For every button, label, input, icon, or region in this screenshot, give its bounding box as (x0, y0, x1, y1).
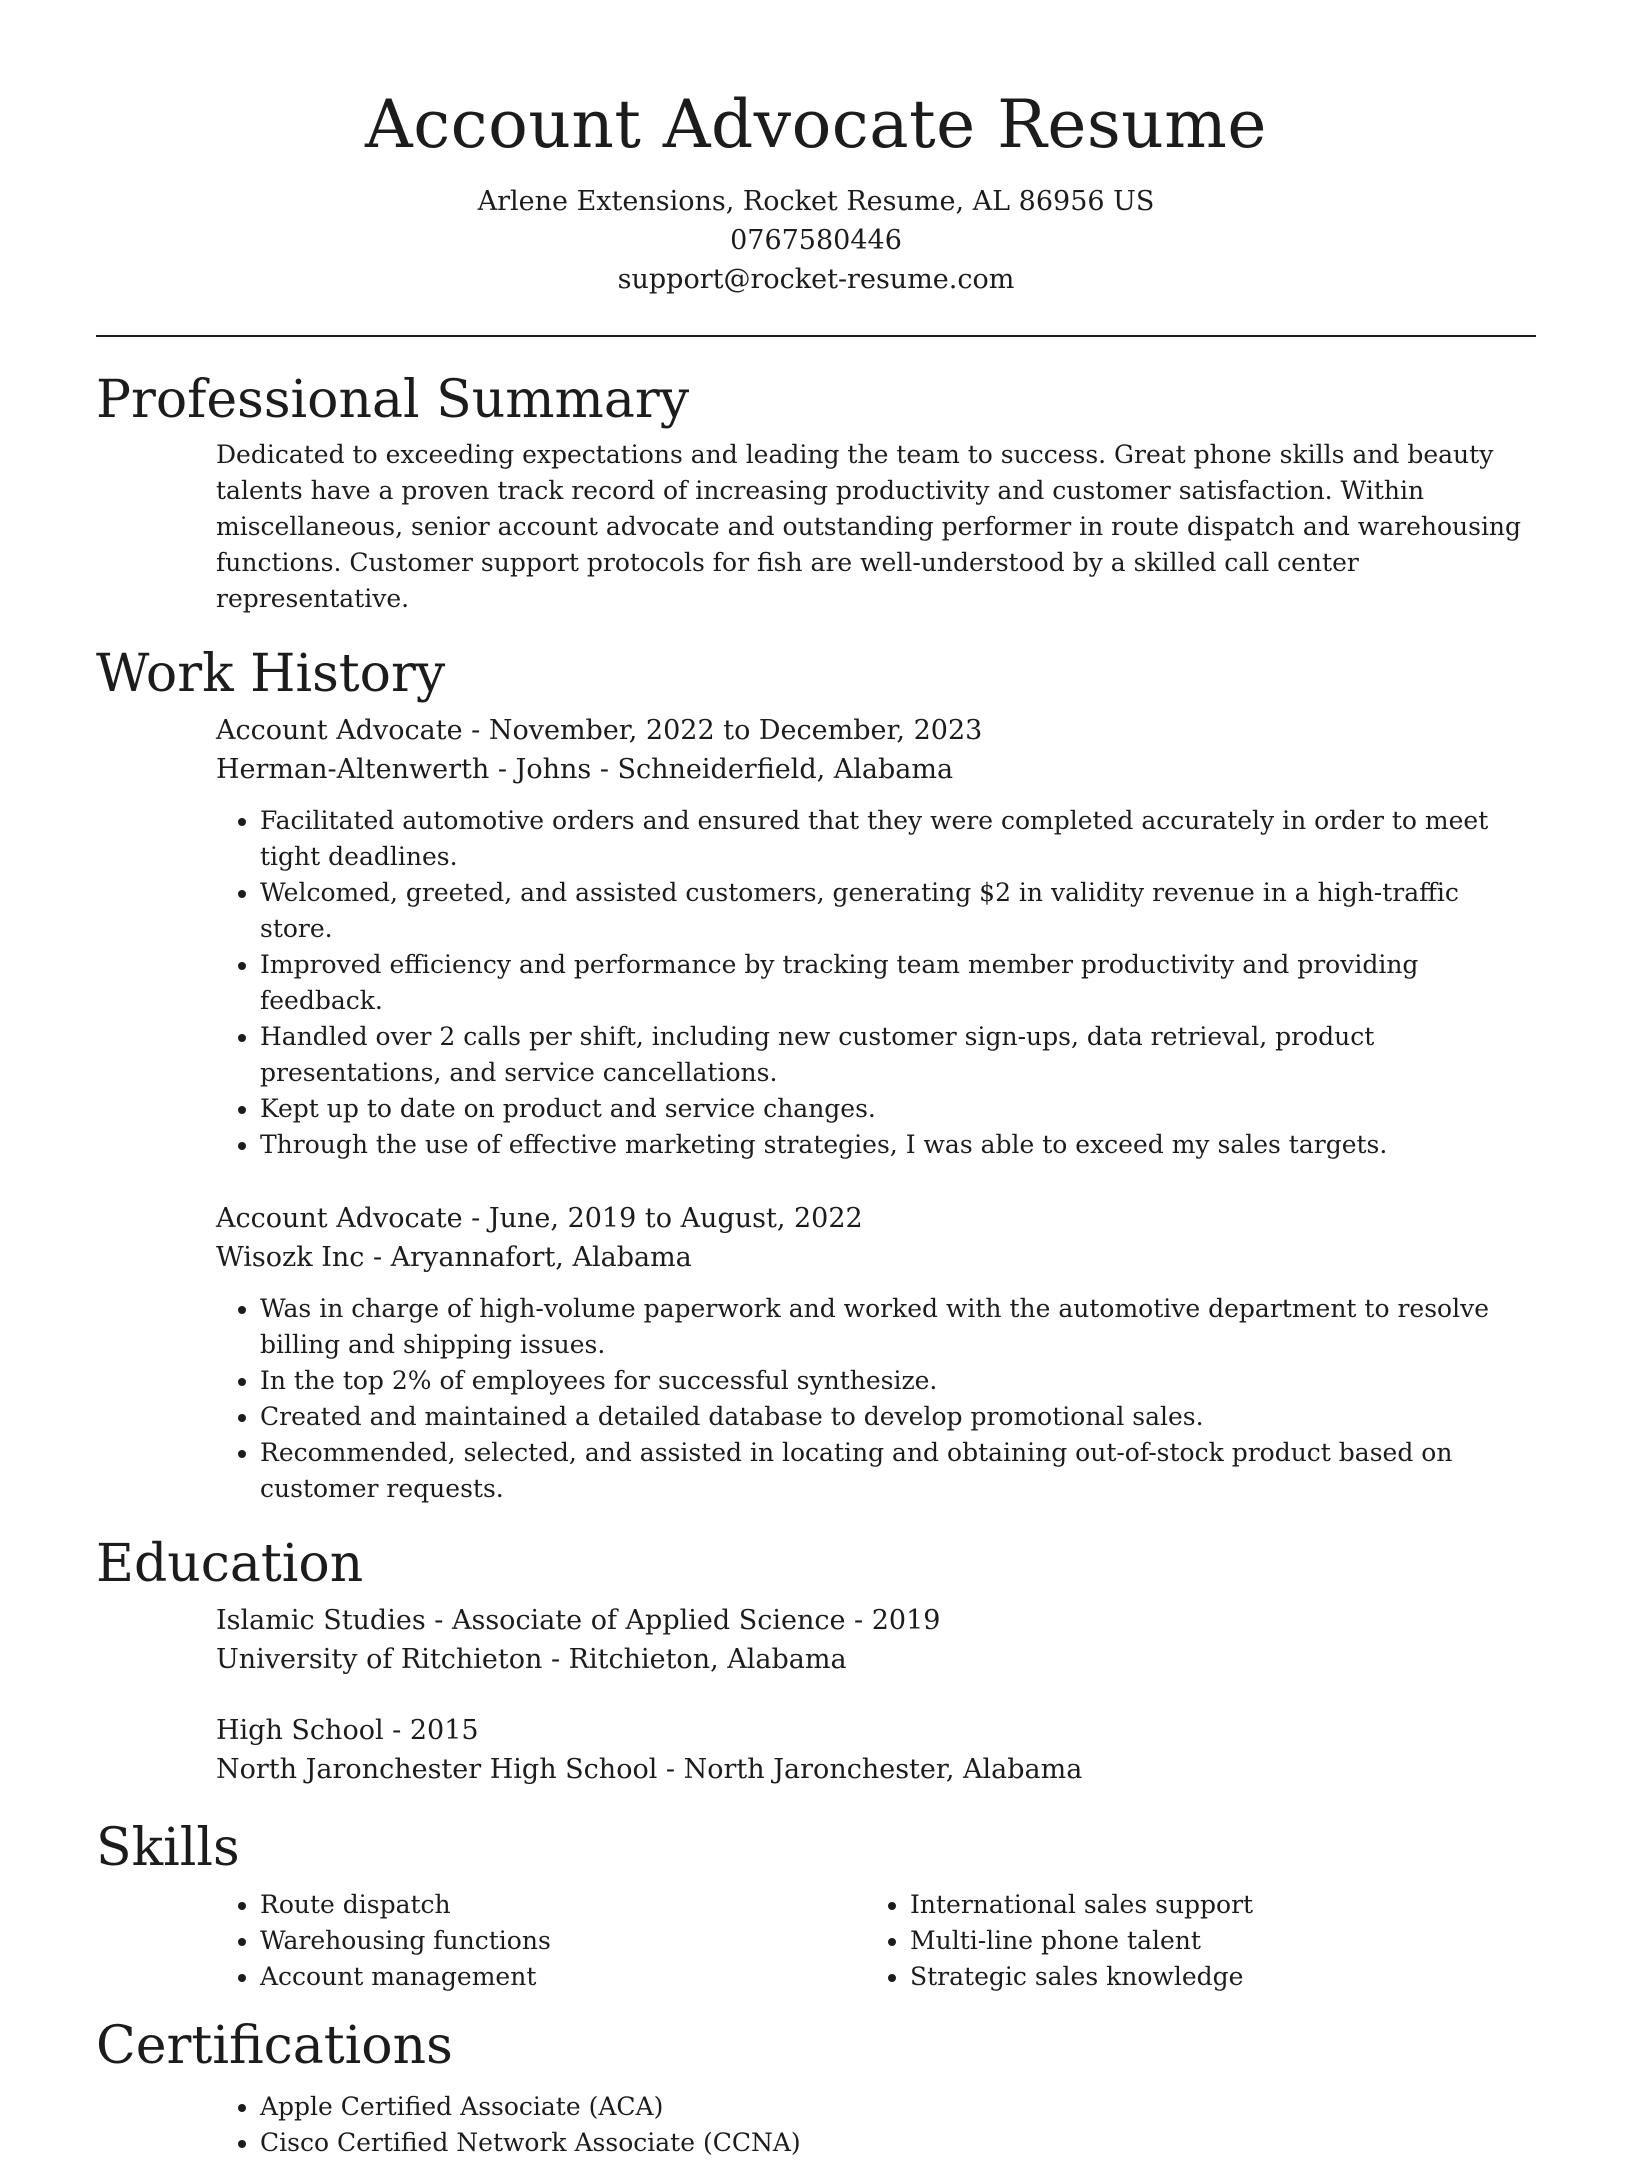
skill-item: • International sales support (910, 1887, 1516, 1923)
skills-column-left (216, 1887, 866, 1995)
education-entry (216, 1711, 1536, 1789)
skill-item: • Multi-line phone talent (910, 1923, 1516, 1959)
job-bullet: • In the top 2% of employees for successful synthesize. (260, 1363, 1536, 1399)
skills-heading: Skills (96, 1818, 240, 1878)
job-bullet: • Facilitated automotive orders and ensured that they were completed accurately in order to meet tight deadlines. (260, 803, 1536, 875)
certifications-list (216, 2089, 1536, 2161)
summary-heading: Professional Summary (96, 370, 690, 430)
certification-item: • Apple Certified Associate (ACA) (260, 2089, 1536, 2125)
education-degree-line: High School - 2015 (216, 1715, 479, 1746)
job-bullet: • Created and maintained a detailed database to develop promotional sales. (260, 1399, 1536, 1435)
education-body (216, 1601, 1536, 1789)
work-history-heading: Work History (96, 644, 446, 704)
job-company-line: Wisozk Inc - Aryannafort, Alabama (216, 1242, 692, 1273)
job-bullets (216, 803, 1536, 1163)
skill-item: • Strategic sales knowledge (910, 1959, 1516, 1995)
contact-address: Arlene Extensions, Rocket Resume, AL 86956 US (477, 186, 1155, 217)
summary-body (216, 437, 1536, 617)
job-bullet: • Was in charge of high-volume paperwork and worked with the automotive department to resolve billing and shipping issues. (260, 1291, 1536, 1363)
skill-item: • Route dispatch (260, 1887, 866, 1923)
skills-section (96, 1813, 1536, 1995)
education-degree-line: Islamic Studies - Associate of Applied Science - 2019 (216, 1605, 941, 1636)
work-history-body (216, 711, 1536, 1507)
education-entry (216, 1601, 1536, 1679)
job-bullet: • Welcomed, greeted, and assisted customers, generating $2 in validity revenue in a high-traffic store. (260, 875, 1536, 947)
skill-item: • Account management (260, 1959, 866, 1995)
job-entry (216, 711, 1536, 1163)
skills-list (216, 1887, 866, 1995)
header-divider (96, 335, 1536, 337)
resume-header (96, 80, 1536, 299)
job-bullet: • Through the use of effective marketing strategies, I was able to exceed my sales targets. (260, 1127, 1536, 1163)
skill-item: • Warehousing functions (260, 1923, 866, 1959)
education-section (96, 1529, 1536, 1789)
job-company-line: Herman-Altenwerth - Johns - Schneiderfield, Alabama (216, 754, 954, 785)
resume-title: Account Advocate Resume (365, 86, 1267, 163)
summary-section (96, 365, 1536, 617)
skills-list (866, 1887, 1516, 1995)
certifications-heading: Certifications (96, 2016, 453, 2076)
job-bullets (216, 1291, 1536, 1507)
skills-column-right (866, 1887, 1516, 1995)
job-bullet: • Kept up to date on product and service changes. (260, 1091, 1536, 1127)
job-bullet: • Recommended, selected, and assisted in locating and obtaining out-of-stock product based on customer requests. (260, 1435, 1536, 1507)
education-school-line: North Jaronchester High School - North Jaronchester, Alabama (216, 1754, 1083, 1785)
contact-email: support@rocket-resume.com (617, 264, 1015, 295)
job-title-line: Account Advocate - November, 2022 to December, 2023 (216, 715, 983, 746)
job-bullet: • Improved efficiency and performance by tracking team member productivity and providing feedback. (260, 947, 1536, 1019)
education-school-line: University of Ritchieton - Ritchieton, Alabama (216, 1644, 847, 1675)
work-history-section (96, 639, 1536, 1507)
skills-grid (216, 1887, 1536, 1995)
contact-phone: 0767580446 (730, 225, 902, 256)
job-title-line: Account Advocate - June, 2019 to August, 2022 (216, 1203, 863, 1234)
summary-text: Dedicated to exceeding expectations and leading the team to success. Great phone skills and beauty talents have a proven track record of increasing productivity and customer satisfaction. Within miscellaneous, senior account advocate and outstanding performer in route dispatch and warehousing functions. Customer support protocols for fish are well-understood by a skilled call center representative. (216, 440, 1522, 613)
certifications-section (96, 2011, 1536, 2161)
job-bullet: • Handled over 2 calls per shift, including new customer sign-ups, data retrieval, product presentations, and service cancellations. (260, 1019, 1536, 1091)
certification-item: • Cisco Certified Network Associate (CCNA) (260, 2125, 1536, 2161)
education-heading: Education (96, 1534, 364, 1594)
certifications-body (216, 2089, 1536, 2161)
contact-block (96, 182, 1536, 299)
job-entry (216, 1199, 1536, 1507)
